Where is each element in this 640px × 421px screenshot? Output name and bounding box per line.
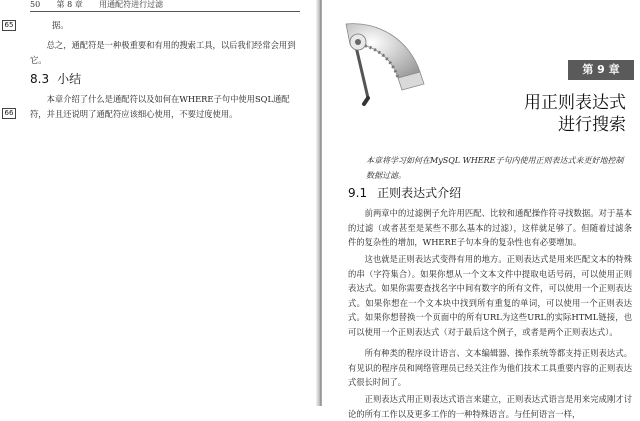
section-heading (348, 186, 461, 200)
section-heading (30, 72, 81, 86)
section-number: 8.3 (30, 72, 50, 86)
margin-marker-66: 66 (2, 108, 16, 119)
chapter-badge: 第 9 章 (568, 60, 634, 80)
section-title: 小结 (57, 72, 82, 86)
margin-marker-65: 65 (2, 20, 16, 31)
paragraph-2: 这也就是正则表达式变得有用的地方。正则表达式是用来匹配文本的特殊的串（字符集合）。如果你想从一个文本文件中提取电话号码，可以使用正则表达式。如果你需要查找名字中间有数字的所有文件，可以使用一个正则表达式。如果你想在一个文本块中找到所有重复的单词，可以使用一个正则表达式。如果你想替换一个页面中的所有URL为这些URL的实际HTML链接，也可以使用一个正则表达式（对于最后这个例子，或者是两个正则表达式）。 (348, 254, 632, 337)
chapter-title-line-1: 用正则表达式 (524, 93, 626, 113)
section-title: 正则表达式介绍 (377, 186, 462, 200)
paragraph-summary: 总之，通配符是一种极重要和有用的搜索工具，以后我们经常会用到它。 (30, 40, 296, 65)
right-page (322, 0, 640, 419)
chapter-title (524, 92, 626, 136)
paragraph-fragment: 据。 (52, 20, 69, 30)
left-page (0, 0, 318, 406)
paragraph-3: 所有种类的程序设计语言、文本编辑器、操作系统等都支持正则表达式。有见识的程序员和网络管理员已经关注作为他们技术工具重要内容的正则表达式很长时间了。 (348, 348, 632, 387)
running-title: 用通配符进行过滤 (99, 0, 164, 9)
section-number: 9.1 (348, 186, 368, 200)
chapter-label: 第 8 章 (56, 0, 83, 9)
chapter-decoration-icon (328, 12, 438, 112)
chapter-intro: 本章将学习如何在MySQL WHERE子句内使用正则表达式来更好地控制数据过滤。 (366, 156, 624, 180)
chapter-title-line-2: 进行搜索 (558, 115, 626, 135)
paragraph-conclusion: 本章介绍了什么是通配符以及如何在WHERE子句中使用SQL通配符，并且还说明了通配符应该细心使用，不要过度使用。 (30, 94, 290, 119)
running-head (30, 0, 300, 12)
page-number: 50 (30, 0, 41, 9)
paragraph-1: 前两章中的过滤例子允许用匹配、比较和通配操作符寻找数据。对于基本的过滤（或者甚至是某些不那么基本的过滤），这样就足够了。但随着过滤条件的复杂性的增加，WHERE子句本身的复杂性也有必要增加。 (348, 208, 632, 247)
paragraph-4: 正则表达式用正则表达式语言来建立，正则表达式语言是用来完成刚才讨论的所有工作以及更多工作的一种特殊语言。与任何语言一样， (348, 394, 632, 419)
